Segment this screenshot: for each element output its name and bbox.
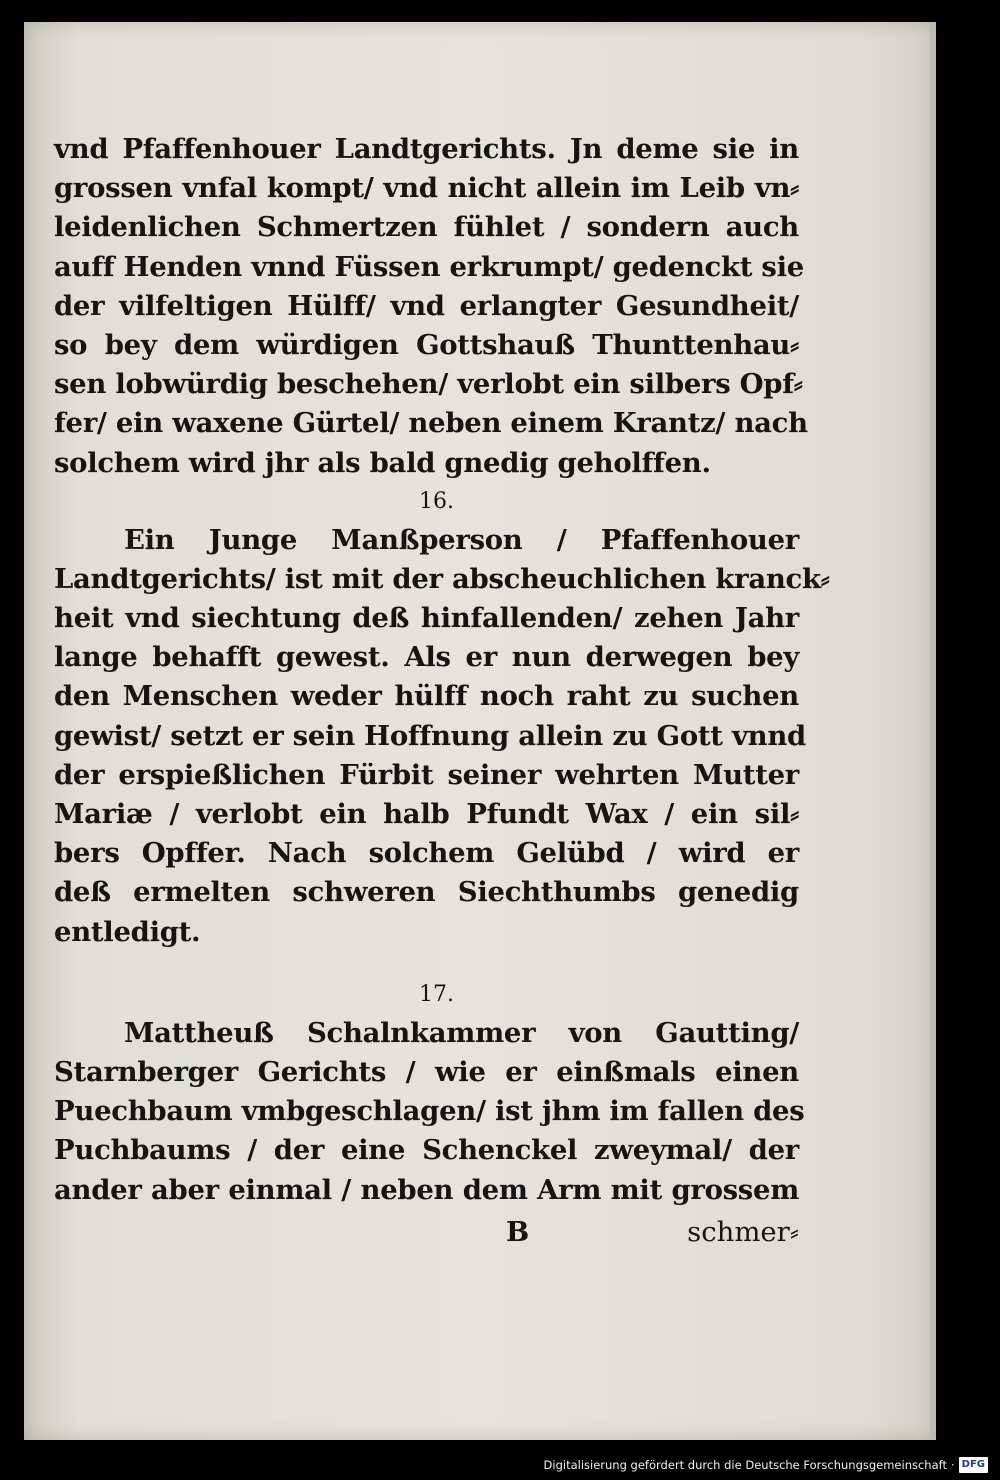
text-line: so bey dem würdigen Gottshauß Thunttenhau⸗ [54, 328, 799, 361]
page-footer [54, 1212, 799, 1252]
text-line: auff Henden vnnd Füssen erkrumpt/ gedenckt sie [54, 250, 804, 283]
text-line: Mariæ / verlobt ein halb Pfundt Wax / ein sil⸗ [54, 798, 799, 830]
text-line: Ein Junge Manßperson / Pfaffenhouer [124, 523, 799, 556]
text-line: lange behafft gewest. Als er nun derwegen bey [54, 641, 799, 674]
section-number: 16. [419, 488, 454, 514]
text-line: ander aber einmal / neben dem Arm mit grossem [54, 1173, 799, 1206]
text-line: grossen vnfal kompt/ vnd nicht allein im Leib vn⸗ [54, 172, 799, 205]
text-line: solchem wird jhr als bald gnedig geholffen. [54, 446, 711, 479]
text-line: Puchbaums / der eine Schenckel zweymal/ der [54, 1134, 799, 1167]
credit-text: Digitalisierung gefördert durch die Deutsche Forschungsgemeinschaft [543, 1458, 947, 1472]
text-line: fer/ ein waxene Gürtel/ neben einem Krantz/ nach [54, 407, 808, 440]
text-line: entledigt. [54, 915, 201, 948]
text-line: der vilfeltigen Hülff/ vnd erlangter Gesundheit/ [54, 289, 799, 322]
text-line: Landtgerichts/ ist mit der abscheuchlichen kranck⸗ [54, 562, 830, 595]
text-line: deß ermelten schweren Siechthumbs genedig [54, 876, 799, 909]
page-text [54, 130, 830, 1252]
signature-mark: B [506, 1215, 530, 1248]
book-page [24, 22, 936, 1440]
text-line: gewist/ setzt er sein Hoffnung allein zu Gott vnnd [54, 719, 806, 752]
text-line: Puechbaum vmbgeschlagen/ ist jhm im fallen des [54, 1095, 805, 1128]
text-line: vnd Pfaffenhouer Landtgerichts. Jn deme sie in [54, 133, 799, 165]
text-line: Mattheuß Schalnkammer von Gautting/ [124, 1016, 799, 1049]
dfg-logo-icon[interactable]: DFG [959, 1457, 988, 1473]
section-number: 17. [419, 981, 454, 1007]
text-line: heit vnd siechtung deß hinfallenden/ zehen Jahr [54, 602, 799, 635]
text-line: der erspießlichen Fürbit seiner wehrten Mutter [54, 758, 799, 791]
text-line: leidenlichen Schmertzen fühlet / sondern auch [54, 211, 799, 244]
credit-bar [544, 1454, 988, 1476]
credit-separator: · [951, 1458, 955, 1472]
catchword: schmer⸗ [687, 1215, 799, 1248]
text-line: sen lobwürdig beschehen/ verlobt ein silbers Opf⸗ [54, 368, 803, 401]
text-line: bers Opffer. Nach solchem Gelübd / wird er [54, 837, 799, 870]
text-line: den Menschen weder hülff noch raht zu suchen [54, 680, 799, 713]
text-line: Starnberger Gerichts / wie er einßmals einen [54, 1055, 799, 1088]
